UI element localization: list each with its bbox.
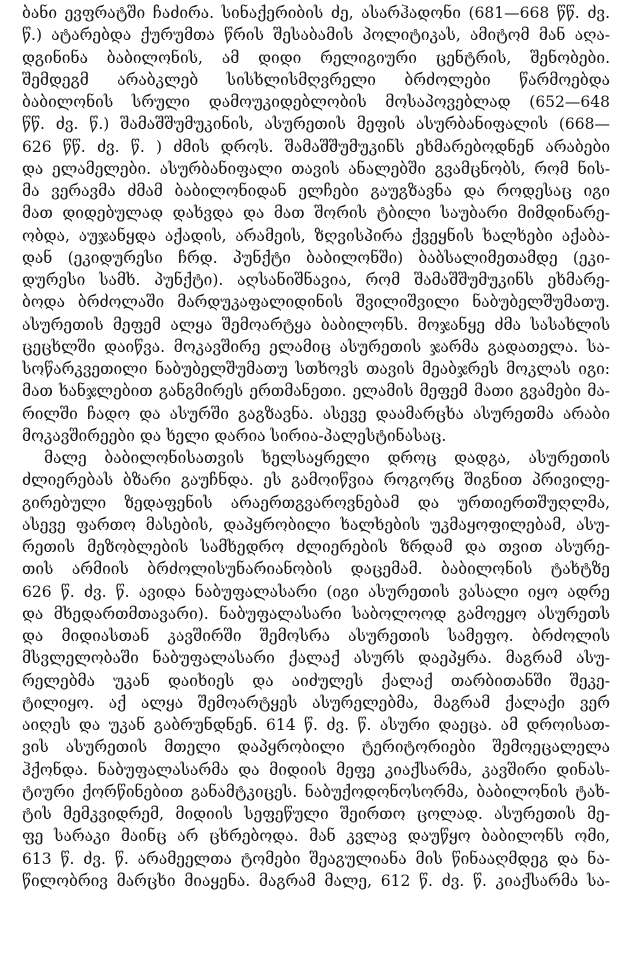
text-line: მათ დიდებულად დახვდა და მათ შორის ტბილი საუბარი მიმდინარე- [22,204,610,223]
text-line: მალე ბაბილონისათვის ხელსაყრელი დროც დადგა, ასურეთის [44,449,610,467]
text-line: რილში ჩადო და ასურში გაგზავნა. ასევე დაამარცხა ასურეთმა არაბი [22,404,610,423]
text-line: ტის მემკვიდრემ, მიდიის სეფეწული შეირთო ცოლად. ასურეთის მე- [22,805,610,823]
text-line: რეთის მეზობლების სამხედრო ძლიერების ზრდამ და თვით ასურე- [22,538,610,556]
text-line: დურესი სამხ. პუნქტი). აღსანიშნავია, რომ შამაშშუმუკინს ეხმარე- [22,271,610,289]
text-line: წ.) ატარებდა ქურუმთა წრის შესაბამის პოლიტიკას, ამიტომ მან აღა- [22,26,610,45]
text-line: თის არმიის ბრძოლისუნარიანობის დაცემამ. ბაბილონის ტახტზე [22,560,610,579]
text-line: და მიდიასთან კავშირში შემოსრა ასურეთის სამეფო. ბრძოლის [22,627,610,645]
text-line: მსვლელობაში ნაბუფალასარი ქალაქ ასურს დაეპყრა. მაგრამ ასუ- [22,649,610,668]
text-line: მოკავშირეები და ხელი დარია სირია-პალესტინასაც. [22,426,447,445]
text-line: ბოდა ბრძოლაში მარდუკაფალიდინის შვილიშვილი ნაბუბელშუმათუ. [22,293,610,312]
text-line: ცეცხლში დაიწვა. მოკავშირე ელამიც ასურეთის ჯარმა გადათელა. სა- [22,337,610,356]
text-line: ძლიერებას ბზარი გაუჩნდა. ეს გამოიწვია როგორც შიგნით პრივილე- [22,471,610,490]
text-line: 626 წ. ძვ. წ. ავიდა ნაბუფალასარი (იგი ასურეთის ვასალი იყო ადრე [22,582,610,601]
text-line: ასევე ფართო მასების, დაპყრობილი ხალხების უკმაყოფილებამ, ასუ- [22,515,610,534]
text-line: შემდეგმ არაბკლებ სისხლისმღვრელი ბრძოლები წარმოებდა [22,70,610,89]
text-line: ტილიყო. აქ ალყა შემოარტყეს ასურელებმა, მაგრამ ქალაქი ვერ [22,693,610,712]
paragraph-1 [22,2,610,447]
text-line: 613 წ. ძვ. წ. არამეელთა ტომები შეაგულიანა მის წინააღმდეგ და ნა- [22,849,610,868]
text-line: ჰქონდა. ნაბუფალასარმა და მიდიის მეფე კიაქსარმა, კავშირი დინას- [22,760,610,779]
text-line: ვის ასურეთის მთელი დაპყრობილი ტერიტორიები შემოეცალელა [22,738,610,757]
text-line: მათ ხანჯლებით განგმირეს ერთმანეთი. ელამის მეფემ მათი გვამები მა- [22,382,610,401]
text-line: ობდა, აუჯანყდა აქადის, არამეის, ზღვისპირა ქვეყნის ხალხები აქაბა- [22,226,610,245]
text-line: 626 წწ. ძვ. წ. ) ძმის დროს. შამაშშუმუკინს ეხმარებოდნენ არაბები [22,137,610,156]
text-line: გირებული ზედაფენის არაერთგვაროვნებამ და ურთიერთშუღლმა, [22,493,610,512]
text-line: აიღეს და უკან გაბრუნდნენ. 614 წ. ძვ. წ. ასური დაეცა. ამ დროისათ- [22,716,610,734]
text-line: ბანი ევფრატში ჩაძირა. სინაქერიბის ძე, ასარჰადონი (681—668 წწ. ძვ. [22,4,610,22]
text-line: დან (ეკიდურესი ჩრდ. პუნქტი ბაბილონში) ბაბსალიმეთამდე (ეკი- [22,248,610,267]
text-line: წილობრივ მარცხი მიაყენა. მაგრამ მალე, 612 წ. ძვ. წ. კიაქსარმა სა- [22,871,610,890]
text-line: ასურეთის მეფემ ალყა შემოარტყა ბაბილონს. მოჯანყე ძმა სასახლის [22,315,610,334]
text-line: მა ვერავმა ძმამ ბაბილონიდან ელჩები გაუგზავნა და როდესაც იგი [22,182,610,200]
text-line: და ელამელები. ასურბანიფალი თავის ანალებში გვამცნობს, რომ ნის- [22,159,610,178]
text-line: რელებმა უკან დაიხიეს და აიძულეს ქალაქ თარბითანში შეკე- [22,671,610,690]
text-line: ფე სარაკი მაინც არ ცხრებოდა. მან კვლავ დაუწყო ბაბილონს ომი, [22,827,610,846]
paragraph-2 [22,447,610,892]
text-line: სოწარკვეთილი ნაბუბელშუმათუ სთხოვს თავის მეაბჯრეს მოკლას იგი: [22,360,610,378]
text-line: და მხედართმთავარი). ნაბუფალასარი საბოლოოდ გამოეყო ასურეთს [22,604,610,623]
text-line: ბაბილონის სრული დამოუკიდებლობის მოსაპოვებლად (652—648 [22,93,610,111]
text-line: წწ. ძვ. წ.) შამაშშუმუკინის, ასურეთის მეფის ასურბანიფალის (668— [22,115,610,134]
text-line: ტიური ქორწინებით განამტკიცეს. ნაბუქოდონოსორმა, ბაბილონის ტახ- [22,782,610,801]
text-line: დგინინა ბაბილონის, ამ დიდი რელიგიური ცენტრის, შენობები. [22,48,610,67]
